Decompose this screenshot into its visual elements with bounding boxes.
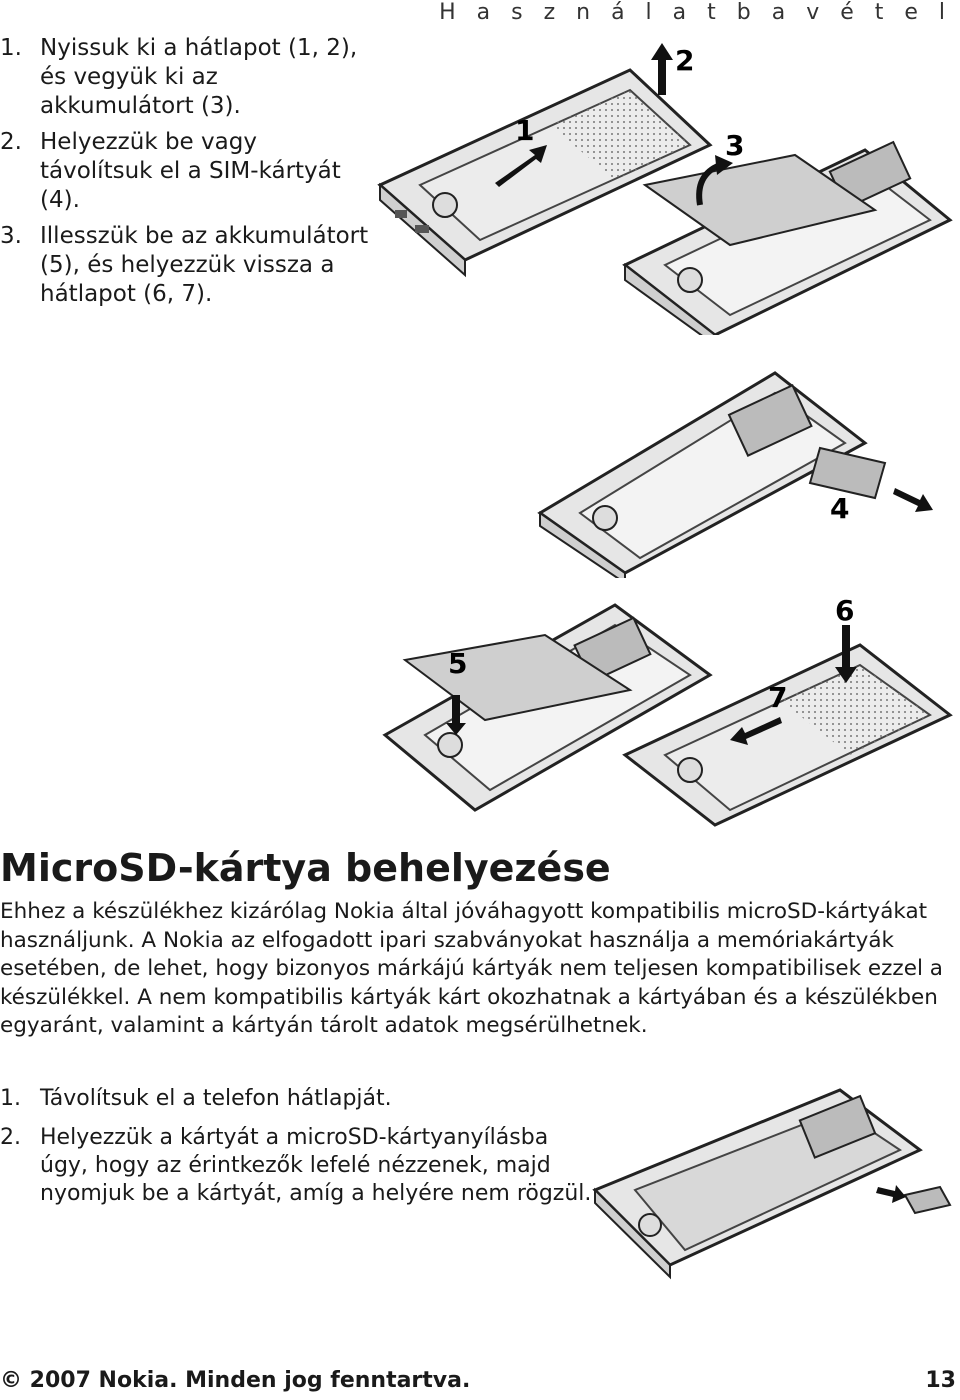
step-label: 5 xyxy=(448,647,468,680)
arrow-icon xyxy=(651,43,673,95)
step-number: 1. xyxy=(0,35,22,61)
figure-microsd-card xyxy=(590,1085,960,1295)
step-label: 1 xyxy=(515,114,535,147)
list-item xyxy=(0,1124,600,1208)
list-item xyxy=(0,128,370,215)
list-item xyxy=(0,222,370,309)
bottom-steps-list xyxy=(0,1085,600,1219)
phone-illustration xyxy=(380,70,710,275)
phone-illustration xyxy=(595,1090,920,1277)
arrow-icon xyxy=(893,488,933,512)
step-label: 2 xyxy=(675,44,695,77)
step-label: 4 xyxy=(830,492,850,525)
sim-card-illustration xyxy=(810,448,885,498)
step-number: 3. xyxy=(0,223,22,249)
step-text: Helyezzük be vagy távolítsuk el a SIM-kártyát (4). xyxy=(40,129,341,213)
footer-copyright: © 2007 Nokia. Minden jog fenntartva. xyxy=(0,1368,471,1393)
microsd-card-illustration xyxy=(905,1187,950,1213)
step-text: Távolítsuk el a telefon hátlapját. xyxy=(40,1086,392,1111)
step-label: 6 xyxy=(835,595,855,627)
step-text: Illesszük be az akkumulátort (5), és helyezzük vissza a hátlapot (6, 7). xyxy=(40,223,369,307)
body-paragraph: Ehhez a készülékhez kizárólag Nokia által jóváhagyott kompatibilis microSD-kártyákat használjunk. A Nokia az elfogadott ipari szabványokat használja a memóriakártyák esetében, de lehet, hogy bizonyos márkájú kártyák nem teljesen kompatibilisek ezzel a készülékkel. A nem kompatibilis kártyák kárt okozhatnak a kártyában és a készülékben egyaránt, valamint a kártyán tárolt adatok megsérülhetnek. xyxy=(0,899,943,1038)
figure-insert-battery-replace-cover xyxy=(380,595,960,830)
step-number: 1. xyxy=(0,1086,21,1111)
figure-open-cover-remove-battery xyxy=(375,35,960,335)
top-steps-list xyxy=(0,34,370,316)
list-item xyxy=(0,1085,600,1113)
step-text: Helyezzük a kártyát a microSD-kártyanyílásba úgy, hogy az érintkezők lefelé nézzenek, majd nyomjuk be a kártyát, amíg a helyére nem rögzül. xyxy=(40,1125,592,1206)
step-text: Nyissuk ki a hátlapot (1, 2), és vegyük ki az akkumulátort (3). xyxy=(40,35,358,119)
list-item xyxy=(0,34,370,121)
section-header-label: H a s z n á l a t b a v é t e l xyxy=(439,0,952,25)
arrow-icon xyxy=(876,1185,906,1203)
step-number: 2. xyxy=(0,1125,21,1150)
section-title: MicroSD-kártya behelyezése xyxy=(0,846,611,890)
page-number: 13 xyxy=(925,1368,956,1393)
figure-sim-card xyxy=(535,368,945,578)
step-number: 2. xyxy=(0,129,22,155)
step-label: 7 xyxy=(768,681,788,714)
step-label: 3 xyxy=(725,129,745,162)
